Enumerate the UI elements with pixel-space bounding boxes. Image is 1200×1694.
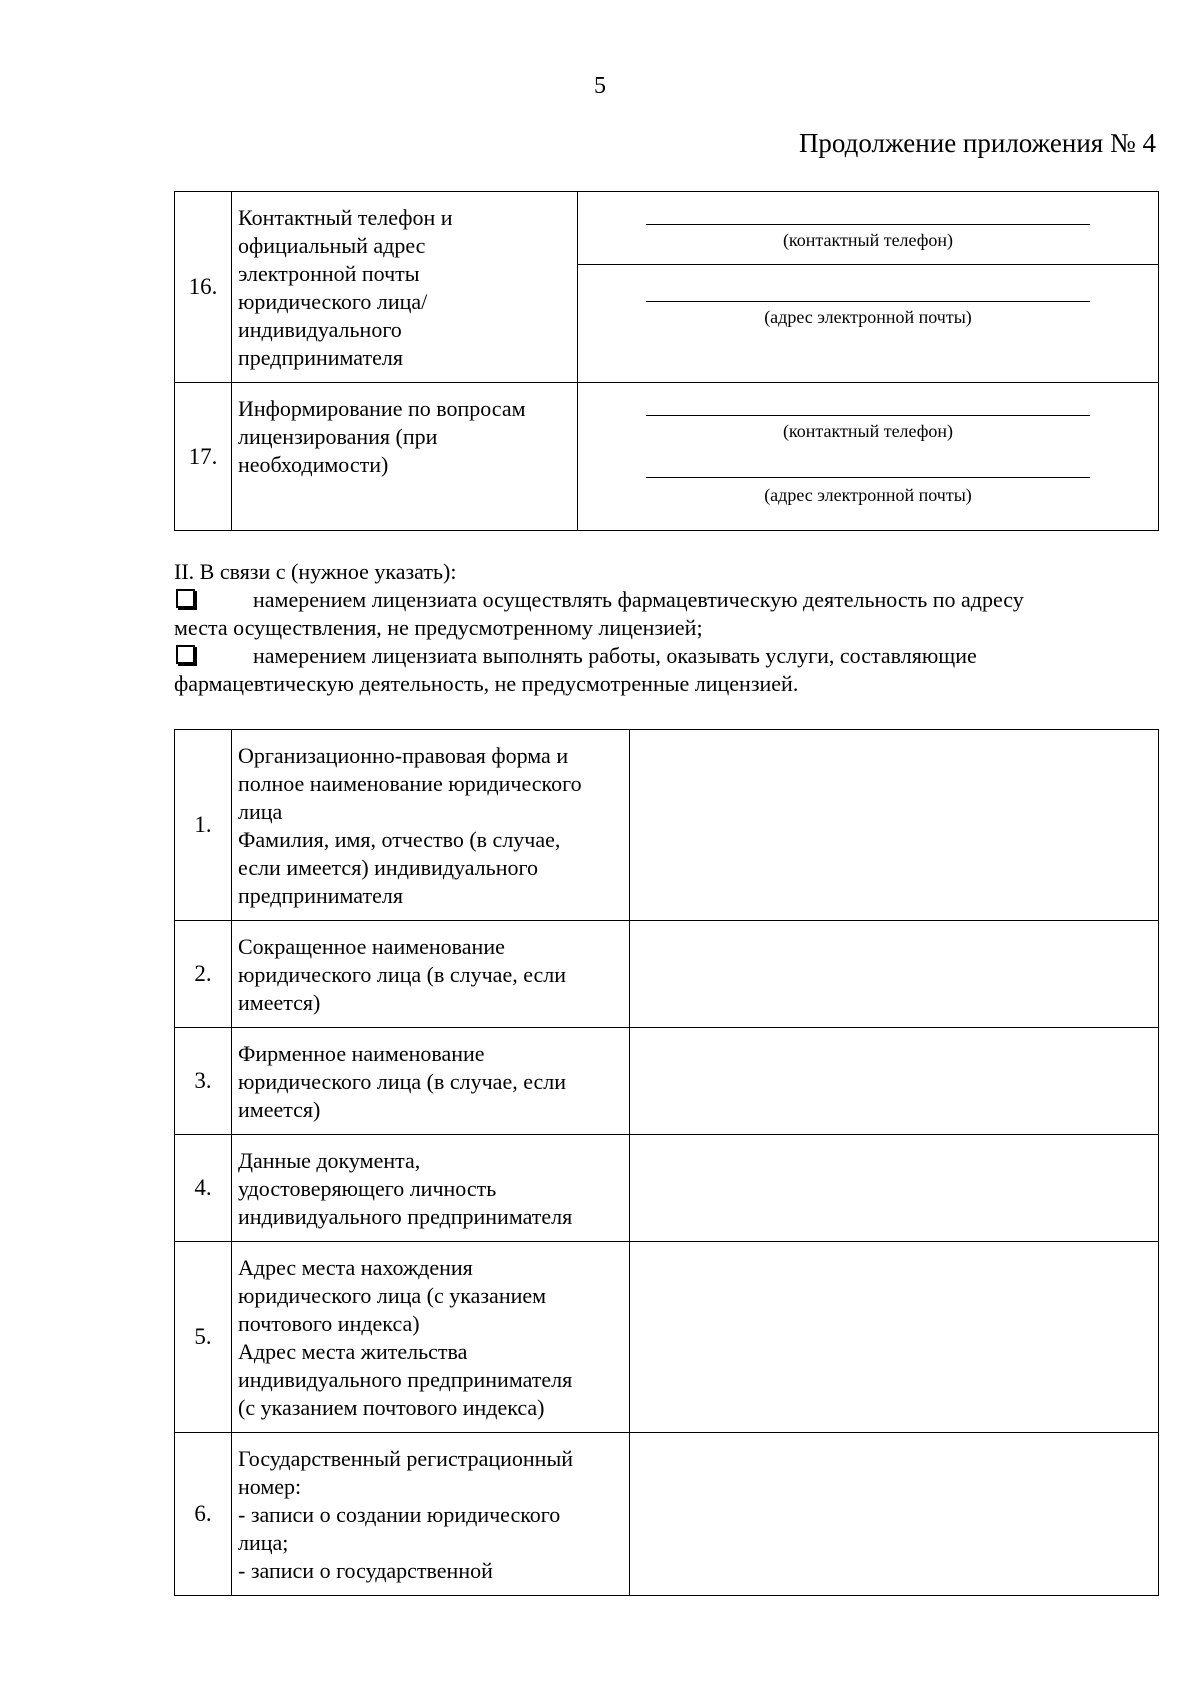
row-number: 2. [175,921,232,1028]
email-field[interactable] [578,455,1158,529]
value-cell[interactable] [630,1135,1159,1242]
label-line: лица; [238,1530,289,1555]
label-line: юридического лица (в случае, если [238,1069,567,1094]
value-cell[interactable] [630,730,1159,921]
phone-field[interactable] [578,383,1158,455]
row-number: 4. [175,1135,232,1242]
table-row [175,921,1159,1028]
label-line: почтового индекса) [238,1311,420,1336]
contact-fields-cell [578,192,1159,383]
row-label [232,1433,630,1596]
row-label [232,921,630,1028]
table-row [175,1242,1159,1433]
row-number: 6. [175,1433,232,1596]
label-line: удостоверяющего личность [238,1176,497,1201]
field-caption: (контактный телефон) [782,230,954,250]
table-row [175,1028,1159,1135]
table-row [175,1433,1159,1596]
fill-line [646,224,1090,225]
fill-line [646,301,1090,302]
label-line: юридического лица/ [238,289,428,314]
option-text: намерением лицензиата осуществлять фармацевтическую деятельность по адресу [253,587,1024,612]
label-line: юридического лица (в случае, если [238,962,567,987]
fill-line [646,477,1090,478]
value-cell[interactable] [630,1028,1159,1135]
table-row [175,1135,1159,1242]
row-label [232,383,578,531]
label-line: официальный адрес [238,233,426,258]
value-cell[interactable] [630,921,1159,1028]
row-number: 5. [175,1242,232,1433]
label-line: лицензирования (при [238,424,438,449]
label-line: номер: [238,1474,302,1499]
label-line: индивидуального [238,317,402,342]
option-continuation: фармацевтическую деятельность, не предусмотренные лицензией. [174,671,799,696]
row-label [232,192,578,383]
table-row [175,192,1159,383]
label-line: необходимости) [238,452,389,477]
label-line: Контактный телефон и [238,205,453,230]
label-line: полное наименование юридического [238,771,582,796]
label-line: Организационно-правовая форма и [238,743,569,768]
option-2 [174,642,1152,670]
table-row [175,383,1159,531]
label-line: имеется) [238,990,321,1015]
contacts-table [174,191,1159,531]
label-line: Данные документа, [238,1148,421,1173]
label-line: Фамилия, имя, отчество (в случае, [238,827,561,852]
field-caption: (контактный телефон) [782,421,954,441]
row-label [232,1135,630,1242]
row-label [232,1242,630,1433]
label-line: имеется) [238,1097,321,1122]
label-line: Информирование по вопросам [238,396,526,421]
option-1 [174,586,1152,614]
option-continuation: места осуществления, не предусмотренному лицензией; [174,615,703,640]
email-field[interactable] [578,264,1158,380]
row-label [232,1028,630,1135]
section-two [174,558,1152,698]
row-number: 3. [175,1028,232,1135]
page-number: 5 [594,73,606,99]
field-caption: (адрес электронной почты) [764,307,972,327]
label-line: - записи о государственной [238,1558,493,1583]
row-label [232,730,630,921]
table-row [175,730,1159,921]
label-line: Государственный регистрационный [238,1446,574,1471]
label-line: (с указанием почтового индекса) [238,1395,545,1420]
checkbox-icon[interactable] [176,589,195,608]
label-line: Адрес места жительства [238,1339,468,1364]
label-line: индивидуального предпринимателя [238,1204,573,1229]
value-cell[interactable] [630,1242,1159,1433]
section-intro: II. В связи с (нужное указать): [174,559,457,584]
label-line: индивидуального предпринимателя [238,1367,573,1392]
fill-line [646,415,1090,416]
info-fields-cell [578,383,1159,531]
label-line: юридического лица (с указанием [238,1283,547,1308]
option-text: намерением лицензиата выполнять работы, оказывать услуги, составляющие [253,643,977,668]
label-line: если имеется) индивидуального [238,855,538,880]
row-number: 16. [175,192,232,383]
label-line: электронной почты [238,261,420,286]
label-line: предпринимателя [238,345,403,370]
label-line: Адрес места нахождения [238,1255,473,1280]
label-line: - записи о создании юридического [238,1502,561,1527]
row-number: 1. [175,730,232,921]
field-caption: (адрес электронной почты) [764,485,972,505]
label-line: Фирменное наименование [238,1041,485,1066]
phone-field[interactable] [578,192,1158,264]
value-cell[interactable] [630,1433,1159,1596]
label-line: предпринимателя [238,883,403,908]
row-number: 17. [175,383,232,531]
appendix-title: Продолжение приложения № 4 [798,128,1156,158]
license-data-table [174,729,1159,1596]
label-line: Сокращенное наименование [238,934,505,959]
label-line: лица [238,799,283,824]
checkbox-icon[interactable] [176,645,195,664]
